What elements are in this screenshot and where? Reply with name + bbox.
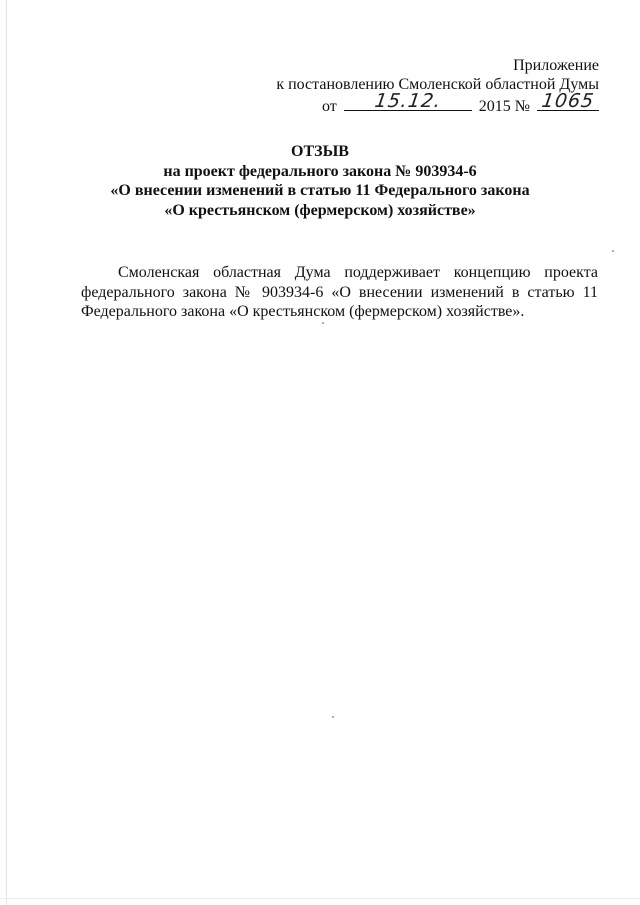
scan-speck	[332, 716, 334, 718]
title-line-2: «О внесении изменений в статью 11 Федерального закона	[110, 182, 530, 199]
scan-speck	[612, 250, 614, 252]
scan-edge	[6, 0, 7, 905]
date-prefix: от	[321, 98, 337, 115]
scan-speck	[322, 322, 324, 324]
title-line-1: на проект федерального закона № 903934-6	[163, 162, 477, 180]
handwritten-number: 1065	[540, 90, 596, 112]
date-field	[344, 90, 472, 112]
title-line-3: «О крестьянском (фермерском) хозяйстве»	[164, 201, 476, 219]
appendix-date-line	[276, 90, 599, 116]
appendix-title: Приложение	[513, 57, 599, 74]
document-title	[0, 142, 640, 220]
appendix-block	[276, 56, 599, 116]
handwritten-date: 15.12.	[373, 90, 443, 112]
number-field	[537, 90, 599, 112]
scan-edge-bottom	[0, 898, 640, 899]
title-heading: ОТЗЫВ	[291, 143, 349, 160]
appendix-resolution-ref: к постановлению Смоленской областной Думы	[276, 76, 599, 93]
body-paragraph: Смоленская областная Дума поддерживает концепцию проекта федерального закона № 903934-6 «О внесении изменений в статью 11 Федерального закона «О крестьянском (фермерском) хозяйстве».	[81, 264, 598, 320]
year-number-label: 2015 №	[478, 98, 530, 115]
